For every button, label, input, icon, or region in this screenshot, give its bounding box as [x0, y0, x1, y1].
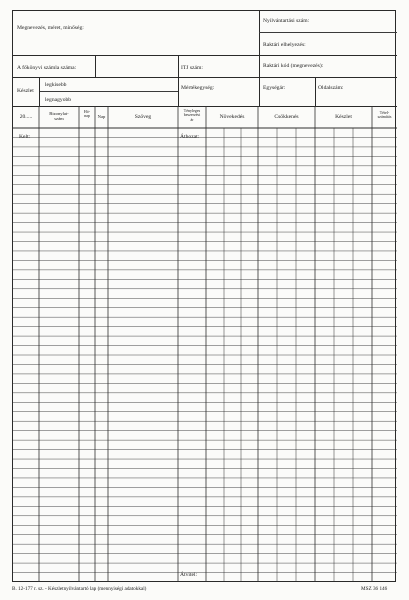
col-stock: Készlet	[335, 114, 352, 120]
ledger-account-label: A főkönyvi számla száma:	[17, 65, 77, 71]
col-month: Hó- nap	[83, 109, 91, 119]
col-day: Nap	[97, 114, 106, 119]
ledger-grid	[13, 11, 397, 583]
standard-number: MSZ 36 146	[361, 586, 388, 592]
warehouse-code-label: Raktári kód (megnevezés):	[263, 63, 324, 69]
col-increase: Növekedés	[219, 114, 245, 120]
date-label: Kelt:	[19, 134, 31, 140]
unit-measure-label: Mértékegység:	[181, 85, 215, 91]
registry-no-label: Nyilvántartási szám:	[263, 18, 310, 24]
carried-forward-label: Áthozat:	[180, 134, 200, 140]
max-stock-label: legnagyobb	[45, 97, 72, 103]
min-stock-label: legkisebb	[45, 82, 67, 88]
name-field-label: Megnevezés, méret, minőség:	[17, 25, 84, 31]
itj-no-label: ITJ szám:	[181, 65, 203, 71]
col-notes: Tétel- számítás	[377, 110, 392, 120]
unit-price-label: Egységár:	[263, 85, 286, 91]
form-code: B. 12-177 r. sz. - Készletnyilvántartó lap (mennyiségi adatokkal)	[12, 586, 147, 592]
page-no-label: Oldalszám:	[318, 85, 344, 91]
col-actual-price: Tényleges beszerzési ár	[183, 108, 201, 122]
col-year: 20.....	[19, 114, 33, 120]
col-text: Szöveg	[134, 114, 152, 120]
col-document-no: Bizonylat- szám	[49, 111, 69, 121]
carried-over-label: Átvitel:	[180, 572, 198, 578]
warehouse-location-label: Raktári elhelyezés:	[263, 42, 306, 48]
col-decrease: Csökkenés	[274, 114, 299, 120]
inventory-record-form	[12, 10, 396, 582]
stock-label: Készlet	[17, 88, 34, 94]
